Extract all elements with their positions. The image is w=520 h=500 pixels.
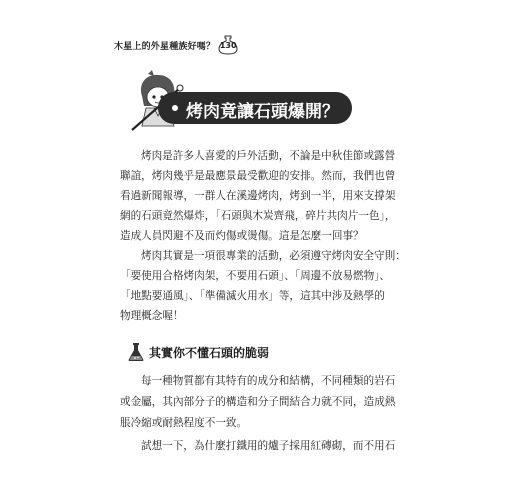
- text-line: 「地點要通風」、「準備滅火用水」等，這其中涉及熱學的: [120, 290, 385, 302]
- flask-icon: [127, 342, 145, 362]
- text-line: 物理概念喔！: [120, 310, 184, 322]
- section-heading-text: 其實你不懂石頭的脆弱: [149, 345, 270, 360]
- text-line: 烤肉其實是一項很專業的活動，必須遵守烤肉安全守則：: [141, 250, 406, 262]
- text-line: 脹冷縮或耐熱程度不一致。: [120, 417, 248, 429]
- text-line: 聯誼，烤肉幾乎是最應景最受歡迎的安排。然而，我們也曾: [120, 170, 396, 182]
- text-line: 看過新聞報導，一群人在溪邊烤肉，烤到一半，用來支撐架: [120, 190, 396, 202]
- text-line: 網的石頭竟然爆炸，「石頭與木炭齊飛，碎片共肉片一色」，: [120, 210, 396, 222]
- section-heading: [127, 341, 269, 363]
- text-line: 或金屬，其內部分子的構造和分子間結合力就不同，造成熱: [120, 396, 396, 408]
- text-line: 造成人員閃避不及而灼傷或燙傷。這是怎麼一回事？: [120, 230, 364, 242]
- page-number-badge: [217, 35, 239, 55]
- page-number: 130: [219, 41, 237, 50]
- text-line: 每一種物質都有其特有的成分和結構，不同種類的岩石: [141, 375, 396, 387]
- text-line: 「要使用合格烤肉架，不要用石頭」、「周邊不放易燃物」、: [120, 270, 391, 282]
- text-line: 烤肉是許多人喜愛的戶外活動，不論是中秋佳節或露營: [141, 150, 396, 162]
- text-line: 試想一下，為什麼打鐵用的爐子採用紅磚砌，而不用石: [141, 440, 396, 452]
- chapter-title: 烤肉竟讓石頭爆開？: [186, 102, 339, 122]
- book-title: 木星上的外星種族好嗎？: [114, 41, 216, 52]
- running-header: [114, 36, 239, 54]
- chapter-title-banner: [158, 92, 352, 124]
- bullet-dot: [172, 105, 178, 111]
